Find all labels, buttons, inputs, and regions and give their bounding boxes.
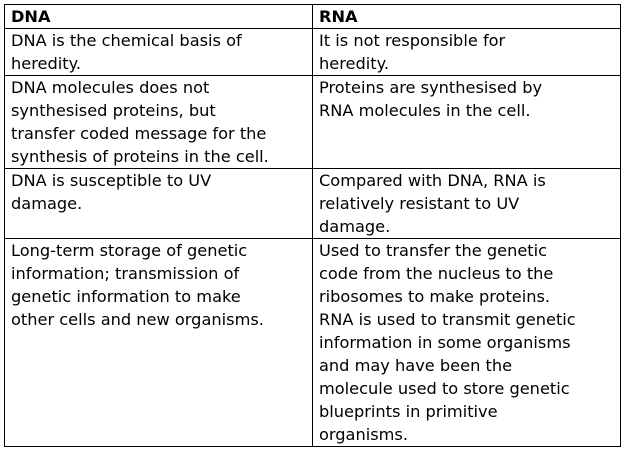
rna-cell bbox=[313, 169, 621, 239]
rna-cell bbox=[313, 29, 621, 76]
rna-cell-text: It is not responsible for heredity. bbox=[319, 31, 506, 73]
dna-cell bbox=[5, 29, 313, 76]
rna-cell-text: Compared with DNA, RNA is relatively resistant to UV damage. bbox=[319, 171, 546, 236]
rna-cell-text: Used to transfer the genetic code from the nucleus to the ribosomes to make proteins. RNA is used to transmit genetic information in some organisms and may have been the molecule used to store genetic blueprints in primitive organisms. bbox=[319, 241, 576, 444]
table-row bbox=[5, 169, 621, 239]
dna-cell-text: Long-term storage of genetic information; transmission of genetic information to make other cells and new organisms. bbox=[11, 241, 264, 329]
dna-cell-text: DNA is susceptible to UV damage. bbox=[11, 171, 212, 213]
rna-cell bbox=[313, 76, 621, 169]
dna-cell-text: DNA molecules does not synthesised proteins, but transfer coded message for the synthesis of proteins in the cell. bbox=[11, 78, 269, 166]
rna-cell bbox=[313, 239, 621, 447]
header-dna: DNA bbox=[5, 5, 313, 29]
dna-cell bbox=[5, 169, 313, 239]
table-row bbox=[5, 239, 621, 447]
table-row bbox=[5, 29, 621, 76]
header-rna: RNA bbox=[313, 5, 621, 29]
dna-rna-comparison-table bbox=[4, 4, 621, 447]
rna-cell-text: Proteins are synthesised by RNA molecules in the cell. bbox=[319, 78, 543, 120]
dna-cell-text: DNA is the chemical basis of heredity. bbox=[11, 31, 242, 73]
table-header-row bbox=[5, 5, 621, 29]
dna-cell bbox=[5, 76, 313, 169]
table-row bbox=[5, 76, 621, 169]
dna-cell bbox=[5, 239, 313, 447]
